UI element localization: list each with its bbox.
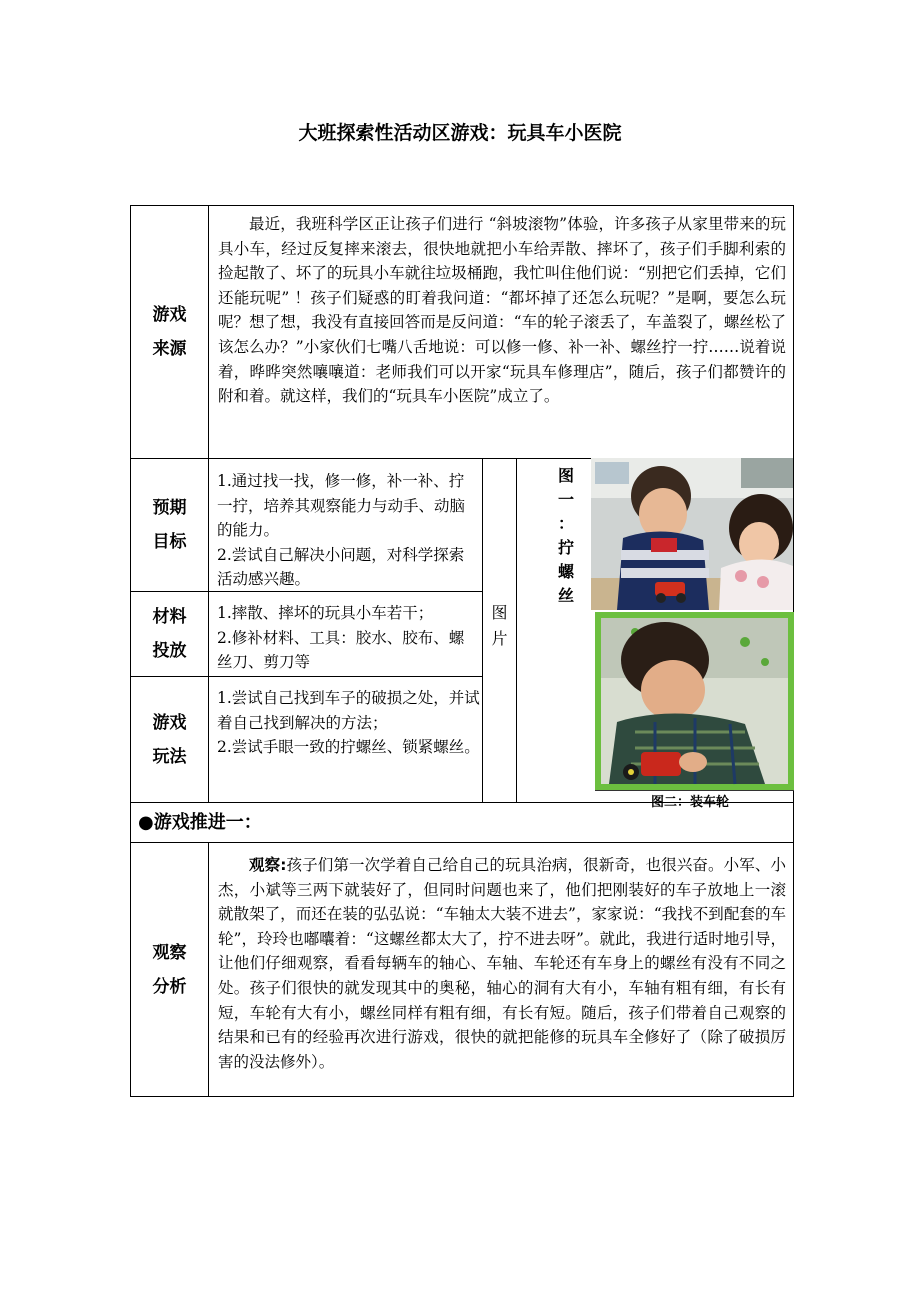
row-divider [130,842,794,843]
observation-text [218,853,786,1074]
figure1-caption: 图 一 ： 拧 螺 丝 [557,466,574,605]
materials-label: 材料 投放 [152,607,187,661]
source-text: 最近，我班科学区正让孩子们进行 “斜坡滚物”体验，许多孩子从家里带来的玩具小车，经过反复摔来滚去，很快地就把小车给弄散、摔坏了，孩子们手脚利索的捡起散了、坏了的玩具小车就往垃圾桶跑，我忙叫住他们说：“别把它们丢掉，它们还能玩呢” ！孩子们疑惑的盯着我问道：“都坏掉了还怎么玩呢？”是啊，要怎么玩呢？想了想，我没有直接回答而是反问道：“车的轮子滚丢了，车盖裂了，螺丝松了该怎么办？”小家伙们七嘴八舌地说：可以修一修、补一补、螺丝拧一拧……说着说着，晔晔突然嚷嚷道：老师我们可以开家“玩具车修理店”，随后，孩子们都赞许的附和着。就这样，我们的“玩具车小医院”成立了。 [218,215,786,406]
photo-screwing-image [591,458,793,610]
observation-label: 观察 分析 [152,942,187,997]
col-divider [516,458,517,803]
pictures-label: 图 片 [491,603,508,648]
goal-item-2: 2.尝试自己解决小问题，对科学探索活动感兴趣。 [217,545,465,589]
table-border-bottom [130,1096,794,1097]
goal-item-1: 1.通过找一找，修一修，补一补、拧一拧，培养其观察能力与动手、动脑的能力。 [217,472,466,540]
observation-lead: 观察: [249,856,287,874]
observation-body: 孩子们第一次学着自己给自己的玩具治病，很新奇，也很兴奋。小军、小杰，小斌等三两下就装好了，但同时问题也来了，他们把刚装好的车子放地上一滚就散架了，而还在装的弘弘说：“车轴太大装不进去”，家家说：“我找不到配套的车轮”，玲玲也嘟囔着：“这螺丝都太大了，拧不进去呀”。就此，我进行适时地引导，让他们仔细观察，看看每辆车的轴心、车轴、车轮还有车身上的螺丝有没有不同之处。孩子们很快的就发现其中的奥秘，轴心的洞有大有小，车轴有粗有细，有长有短，车轮有大有小，螺丝同样有粗有细，有长有短。随后，孩子们带着自己观察的结果和已有的经验再次进行游戏，很快的就把能修的玩具车全修好了（除了破损厉害的没法修外）。 [218,856,786,1071]
advance-heading: ●游戏推进一： [138,812,262,833]
document-title: 大班探索性活动区游戏：玩具车小医院 [298,122,622,144]
goals-label: 预期 目标 [152,498,187,552]
source-label: 游戏 来源 [152,305,187,359]
photo-wheel [595,612,794,790]
play-item-1: 1.尝试自己找到车子的破损之处，并试着自己找到解决的方法； [217,689,480,732]
col-divider [208,458,209,803]
play-item-2: 2.尝试手眼一致的拧螺丝、锁紧螺丝。 [217,738,480,757]
goals-text [217,469,479,592]
table-border-top [130,205,794,206]
photo-wheel-image [595,612,794,790]
col-divider [208,205,209,459]
col-divider [208,842,209,1097]
play-text [217,686,481,760]
play-label: 游戏 玩法 [152,712,187,767]
material-item-2: 2.修补材料、工具：胶水、胶布、螺丝刀、剪刀等 [217,628,465,672]
materials-text [217,601,479,675]
figure2-caption: 图二：装车轮 [651,795,730,810]
photo-screwing [591,458,793,610]
material-item-1: 1.摔散、摔坏的玩具小车若干； [217,604,434,622]
